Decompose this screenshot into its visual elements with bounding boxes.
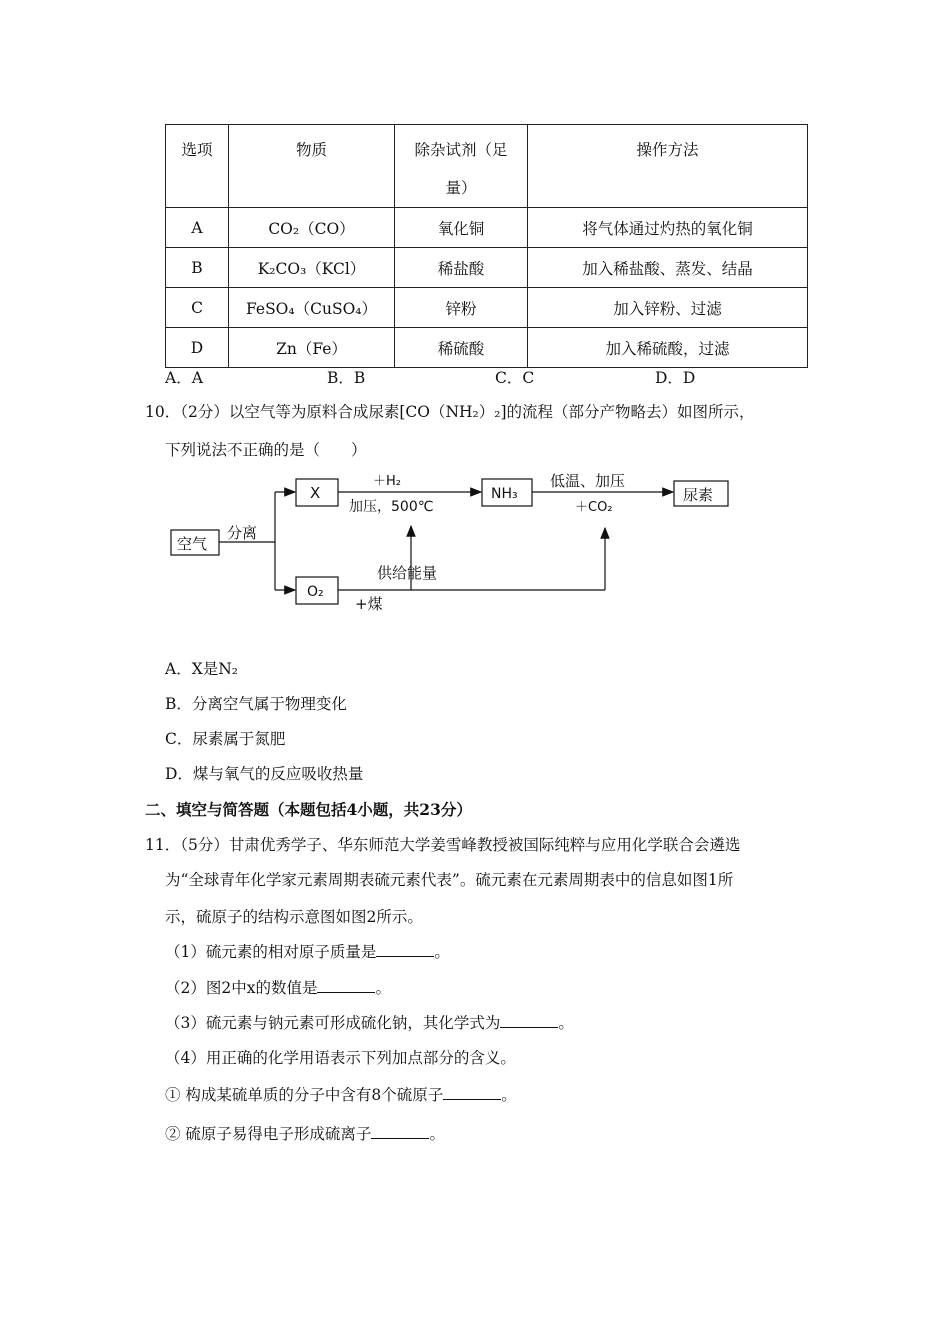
part-end: 。 (429, 1125, 445, 1143)
answer-blank[interactable] (317, 977, 375, 994)
cell-reagent: 氧化铜 (395, 208, 528, 248)
answer-blank[interactable] (376, 941, 434, 958)
cell-method: 将气体通过灼热的氧化铜 (528, 208, 808, 248)
label-coal: +煤 (355, 595, 383, 613)
q11-stem-line3: 示，硫原子的结构示意图如图2所示。 (165, 908, 423, 926)
q9-choice-d: D．D (655, 369, 696, 387)
table-row (166, 328, 808, 368)
cell-method: 加入锌粉、过滤 (528, 288, 808, 328)
part-text: ② 硫原子易得电子形成硫离子 (165, 1125, 372, 1143)
part-end: 。 (375, 979, 391, 997)
part-text: （2）图2中x的数值是 (165, 979, 318, 997)
part-text: ① 构成某硫单质的分子中含有8个硫原子 (165, 1086, 444, 1104)
cell-substance: Zn（Fe） (229, 328, 395, 368)
label-cond1: 加压，500℃ (349, 499, 434, 515)
label-x: X (310, 484, 321, 502)
label-o2: O₂ (307, 584, 324, 600)
q11-part-3 (165, 1011, 574, 1033)
cell-method: 加入稀硫酸，过滤 (528, 328, 808, 368)
cell-option: C (166, 288, 229, 328)
q11-stem-line2: 为“全球青年化学家元素周期表硫元素代表”。硫元素在元素周期表中的信息如图1所 (165, 871, 734, 889)
q9-choice-c: C．C (495, 369, 535, 387)
q11-part-4 (165, 1046, 516, 1068)
answer-blank[interactable] (443, 1084, 501, 1101)
part-text: （4）用正确的化学用语表示下列加点部分的含义。 (165, 1049, 516, 1067)
answer-blank[interactable] (371, 1123, 429, 1140)
q11-part-4-2 (165, 1122, 445, 1144)
q10-option-d: D．煤与氧气的反应吸收热量 (165, 765, 364, 783)
answer-blank[interactable] (500, 1012, 558, 1029)
q10-stem-line1: 10．（2分）以空气等为原料合成尿素[CO（NH₂）₂]的流程（部分产物略去）如图所示， (145, 403, 755, 421)
q11-stem-line1: 11．（5分）甘肃优秀学子、华东师范大学姜雪峰教授被国际纯粹与应用化学联合会遴选 (145, 836, 741, 854)
cell-reagent: 稀盐酸 (395, 248, 528, 288)
q10-option-a: A．X是N₂ (165, 660, 239, 678)
table-row (166, 208, 808, 248)
part-end: 。 (501, 1086, 517, 1104)
urea-flow-diagram (165, 468, 740, 618)
options-table (165, 124, 808, 368)
table-header-row (166, 125, 808, 208)
header-substance: 物质 (229, 125, 395, 208)
cell-substance: CO₂（CO） (229, 208, 395, 248)
cell-reagent: 锌粉 (395, 288, 528, 328)
cell-option: A (166, 208, 229, 248)
q9-choice-a: A．A (165, 369, 203, 387)
q11-part-2 (165, 976, 391, 998)
cell-substance: K₂CO₃（KCl） (229, 248, 395, 288)
cell-option: B (166, 248, 229, 288)
label-energy: 供给能量 (377, 564, 438, 582)
label-co2: ＋CO₂ (575, 500, 613, 515)
q10-option-c: C．尿素属于氮肥 (165, 730, 286, 748)
part-text: （1）硫元素的相对原子质量是 (165, 943, 377, 961)
cell-method: 加入稀盐酸、蒸发、结晶 (528, 248, 808, 288)
header-option: 选项 (166, 125, 229, 208)
q9-choice-b: B．B (327, 369, 366, 387)
q10-stem-line2: 下列说法不正确的是（ ） (165, 441, 367, 459)
cell-substance: FeSO₄（CuSO₄） (229, 288, 395, 328)
header-reagent: 除杂试剂（足量） (395, 125, 528, 208)
part-text: （3）硫元素与钠元素可形成硫化钠，其化学式为 (165, 1014, 501, 1032)
label-air: 空气 (177, 535, 208, 553)
q11-part-4-1 (165, 1083, 517, 1105)
header-method: 操作方法 (528, 125, 808, 208)
table-row (166, 288, 808, 328)
part-end: 。 (558, 1014, 574, 1032)
table-row (166, 248, 808, 288)
section-heading: 二、填空与简答题（本题包括4小题，共23分） (145, 800, 472, 819)
q10-option-b: B．分离空气属于物理变化 (165, 695, 347, 713)
label-separate: 分离 (227, 524, 258, 542)
cell-option: D (166, 328, 229, 368)
label-urea: 尿素 (683, 486, 714, 504)
label-h2: ＋H₂ (373, 474, 401, 489)
label-nh3: NH₃ (491, 486, 518, 502)
part-end: 。 (434, 943, 450, 961)
cell-reagent: 稀硫酸 (395, 328, 528, 368)
label-cond2: 低温、加压 (550, 472, 626, 490)
q11-part-1 (165, 940, 450, 962)
